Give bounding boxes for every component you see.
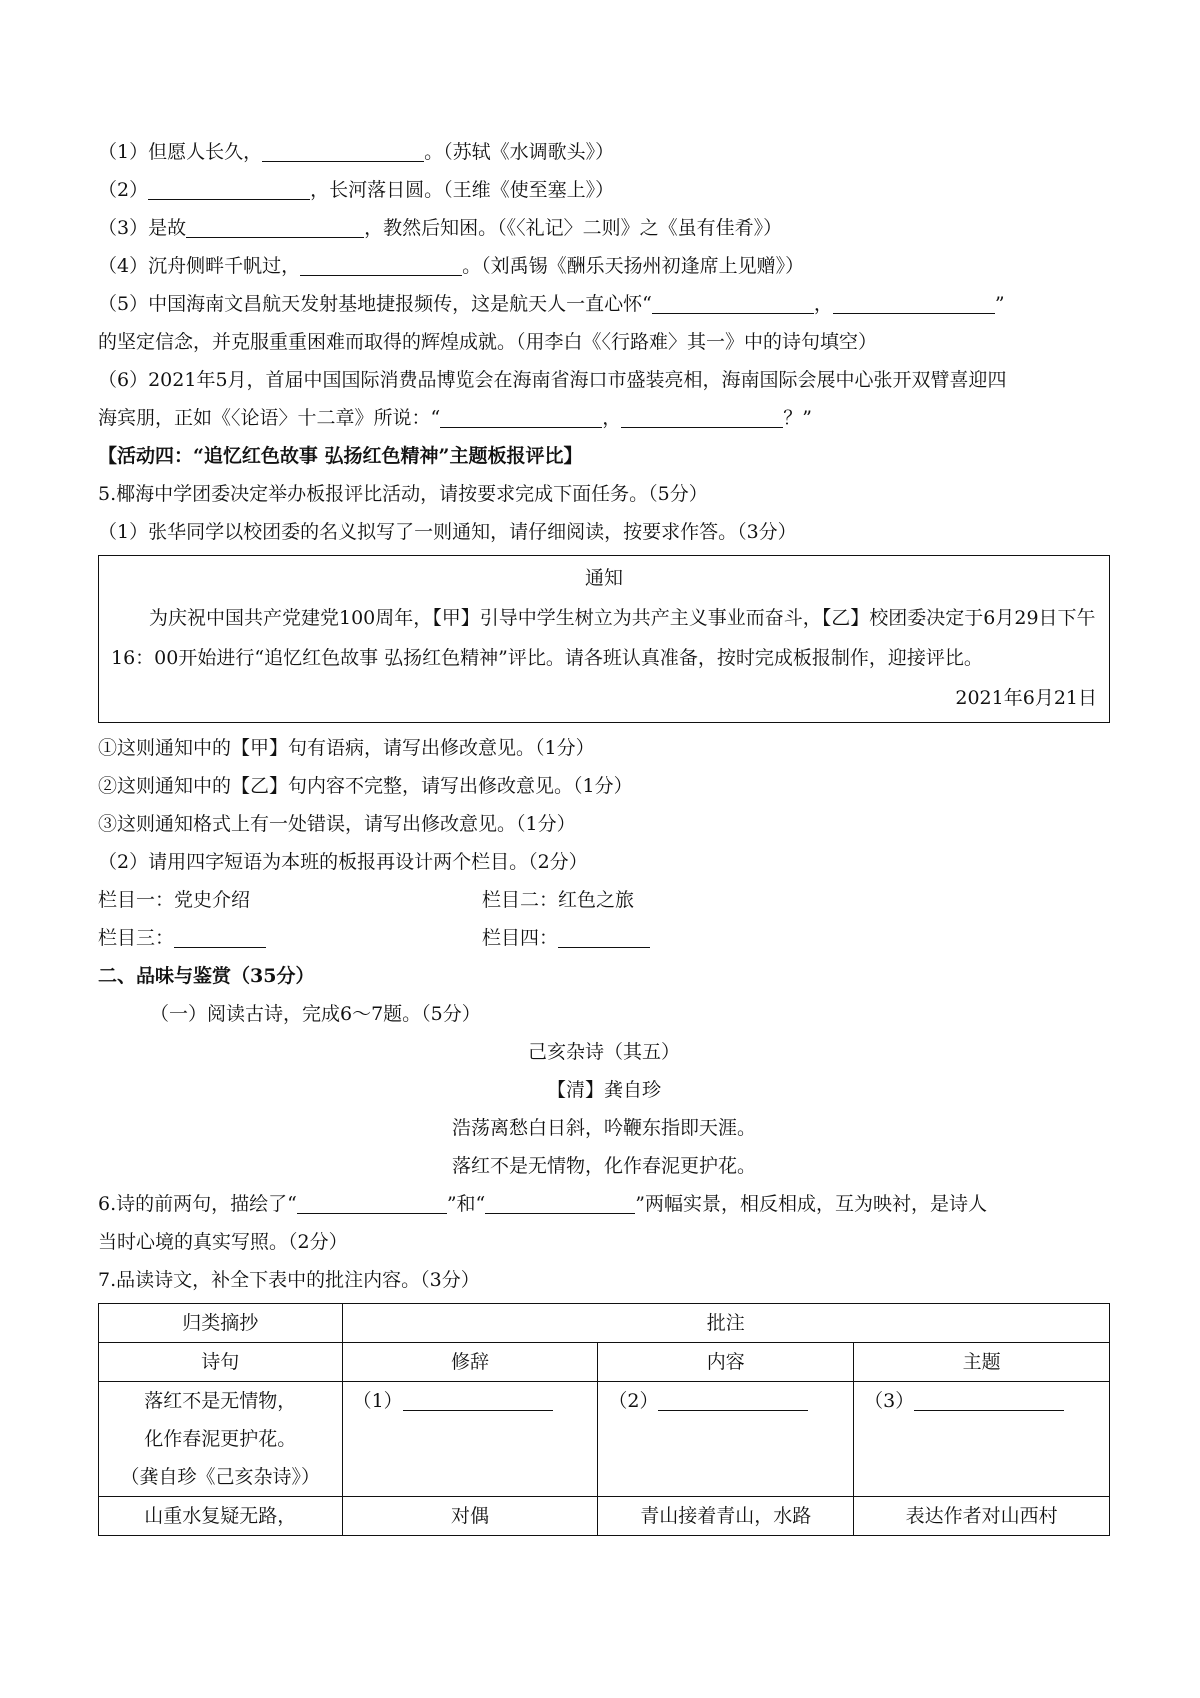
item-text: 海宾朋，正如《〈论语〉十二章》所说：“ xyxy=(98,407,441,429)
section-2-heading: 二、品味与鉴赏（35分） xyxy=(98,965,315,987)
item-number: （1） xyxy=(98,141,149,163)
item-number: （3） xyxy=(98,217,149,239)
poem-line-1: 浩荡离愁白日斜，吟鞭东指即天涯。 xyxy=(451,1117,756,1139)
fill-item-3 xyxy=(98,209,1110,247)
fill-item-2 xyxy=(98,171,1110,209)
item-text: 是故 xyxy=(148,217,187,239)
table-header-excerpt: 归类摘抄 xyxy=(99,1304,343,1343)
part-1-instruction: （一）阅读古诗，完成6～7题。（5分） xyxy=(150,1003,481,1025)
fill-item-4 xyxy=(98,247,1110,285)
column-3: 栏目三： xyxy=(98,919,482,957)
table-cell-content: 青山接着青山，水路 xyxy=(598,1497,854,1536)
task-2: ②这则通知中的【乙】句内容不完整，请写出修改意见。（1分） xyxy=(98,775,633,797)
question-6-cont: 当时心境的真实写照。（2分） xyxy=(98,1231,348,1253)
fill-item-1 xyxy=(98,133,1110,171)
poem-line-2: 落红不是无情物，化作春泥更护花。 xyxy=(451,1155,756,1177)
table-subheader-row xyxy=(99,1343,1110,1382)
table-cell-rhetoric: 对偶 xyxy=(342,1497,598,1536)
answer-blank[interactable] xyxy=(297,1189,447,1214)
item-text: 的坚定信念，并克服重重困难而取得的辉煌成就。（用李白《〈行路难〉其一》中的诗句填空） xyxy=(98,331,878,353)
fill-item-5-cont xyxy=(98,323,1110,361)
table-subheader-theme: 主题 xyxy=(854,1343,1110,1382)
column-row-1 xyxy=(98,881,1110,919)
item-text: （5）中国海南文昌航天发射基地捷报频传，这是航天人一直心怀“ xyxy=(98,293,652,315)
answer-blank[interactable] xyxy=(558,923,650,948)
item-text: 。（苏轼《水调歌头》） xyxy=(424,141,615,163)
fill-item-6-cont xyxy=(98,399,1110,437)
notice-date: 2021年6月21日 xyxy=(955,687,1097,709)
item-text: ？” xyxy=(783,407,812,429)
table-row xyxy=(99,1382,1110,1497)
item-text: 但愿人长久， xyxy=(148,141,263,163)
table-cell-blank-1: （1） xyxy=(342,1382,598,1497)
answer-blank[interactable] xyxy=(914,1386,1064,1411)
item-number: （4） xyxy=(98,255,149,277)
table-cell-theme: 表达作者对山西村 xyxy=(854,1497,1110,1536)
answer-blank[interactable] xyxy=(186,213,364,238)
activity-heading: 【活动四：“追忆红色故事 弘扬红色精神”主题板报评比】 xyxy=(98,445,583,467)
annotation-table xyxy=(98,1303,1110,1536)
item-text: ，教然后知困。（《〈礼记〉二则》之《虽有佳肴》） xyxy=(364,217,783,239)
question-7-title: 7.品读诗文，补全下表中的批注内容。（3分） xyxy=(98,1269,480,1291)
poem-title: 己亥杂诗（其五） xyxy=(527,1041,680,1063)
answer-blank[interactable] xyxy=(652,289,814,314)
answer-blank[interactable] xyxy=(148,175,310,200)
item-text: ” xyxy=(994,293,1005,315)
column-4: 栏目四： xyxy=(482,919,866,957)
answer-blank[interactable] xyxy=(440,403,602,428)
table-subheader-content: 内容 xyxy=(598,1343,854,1382)
fill-item-5 xyxy=(98,285,1110,323)
question-6: 6.诗的前两句，描绘了“ ”和“ ”两幅实景，相反相成，互为映衬，是诗人 xyxy=(98,1185,1110,1223)
item-text: 沉舟侧畔千帆过， xyxy=(148,255,301,277)
item-text: 。（刘禹锡《酬乐天扬州初逢席上见赠》） xyxy=(462,255,805,277)
table-row xyxy=(99,1497,1110,1536)
notice-body: 为庆祝中国共产党建党100周年，【甲】引导中学生树立为共产主义事业而奋斗，【乙】校团委决定于6月29日下午16：00开始进行“追忆红色故事 弘扬红色精神”评比。请各班认真准备，按时完成板报制作，迎接评比。 xyxy=(111,607,1096,669)
question-5-sub2: （2）请用四字短语为本班的板报再设计两个栏目。（2分） xyxy=(98,851,588,873)
answer-blank[interactable] xyxy=(403,1386,553,1411)
table-header-row xyxy=(99,1304,1110,1343)
content-column xyxy=(98,133,1110,1536)
item-number: （2） xyxy=(98,179,149,201)
answer-blank[interactable] xyxy=(174,923,266,948)
table-cell-blank-2: （2） xyxy=(598,1382,854,1497)
table-cell-poem: 山重水复疑无路， xyxy=(99,1497,343,1536)
answer-blank[interactable] xyxy=(300,251,462,276)
column-1: 栏目一：党史介绍 xyxy=(98,889,251,911)
question-5-sub1: （1）张华同学以校团委的名义拟写了一则通知，请仔细阅读，按要求作答。（3分） xyxy=(98,521,797,543)
answer-blank[interactable] xyxy=(485,1189,635,1214)
table-subheader-rhetoric: 修辞 xyxy=(342,1343,598,1382)
answer-blank[interactable] xyxy=(833,289,995,314)
fill-item-6 xyxy=(98,361,1110,399)
item-text: ， xyxy=(813,293,833,315)
table-subheader-poem: 诗句 xyxy=(99,1343,343,1382)
table-cell-blank-3: （3） xyxy=(854,1382,1110,1497)
notice-box xyxy=(98,555,1110,723)
item-text: ，长河落日圆。（王维《使至塞上》） xyxy=(310,179,615,201)
answer-blank[interactable] xyxy=(262,137,424,162)
notice-title: 通知 xyxy=(584,567,623,589)
table-header-annotation: 批注 xyxy=(342,1304,1109,1343)
question-5-title: 5.椰海中学团委决定举办板报评比活动，请按要求完成下面任务。（5分） xyxy=(98,483,708,505)
item-text: ， xyxy=(602,407,622,429)
task-1: ①这则通知中的【甲】句有语病，请写出修改意见。（1分） xyxy=(98,737,595,759)
task-3: ③这则通知格式上有一处错误，请写出修改意见。（1分） xyxy=(98,813,576,835)
answer-blank[interactable] xyxy=(658,1386,808,1411)
item-text: （6）2021年5月，首届中国国际消费品博览会在海南省海口市盛装亮相，海南国际会展中心张开双臂喜迎四 xyxy=(98,369,1007,391)
answer-blank[interactable] xyxy=(621,403,783,428)
table-cell-poem: 落红不是无情物， 化作春泥更护花。 （龚自珍《己亥杂诗》） xyxy=(99,1382,343,1497)
poem-author: 【清】龚自珍 xyxy=(546,1079,661,1101)
column-2: 栏目二：红色之旅 xyxy=(482,889,635,911)
column-row-2 xyxy=(98,919,1110,957)
